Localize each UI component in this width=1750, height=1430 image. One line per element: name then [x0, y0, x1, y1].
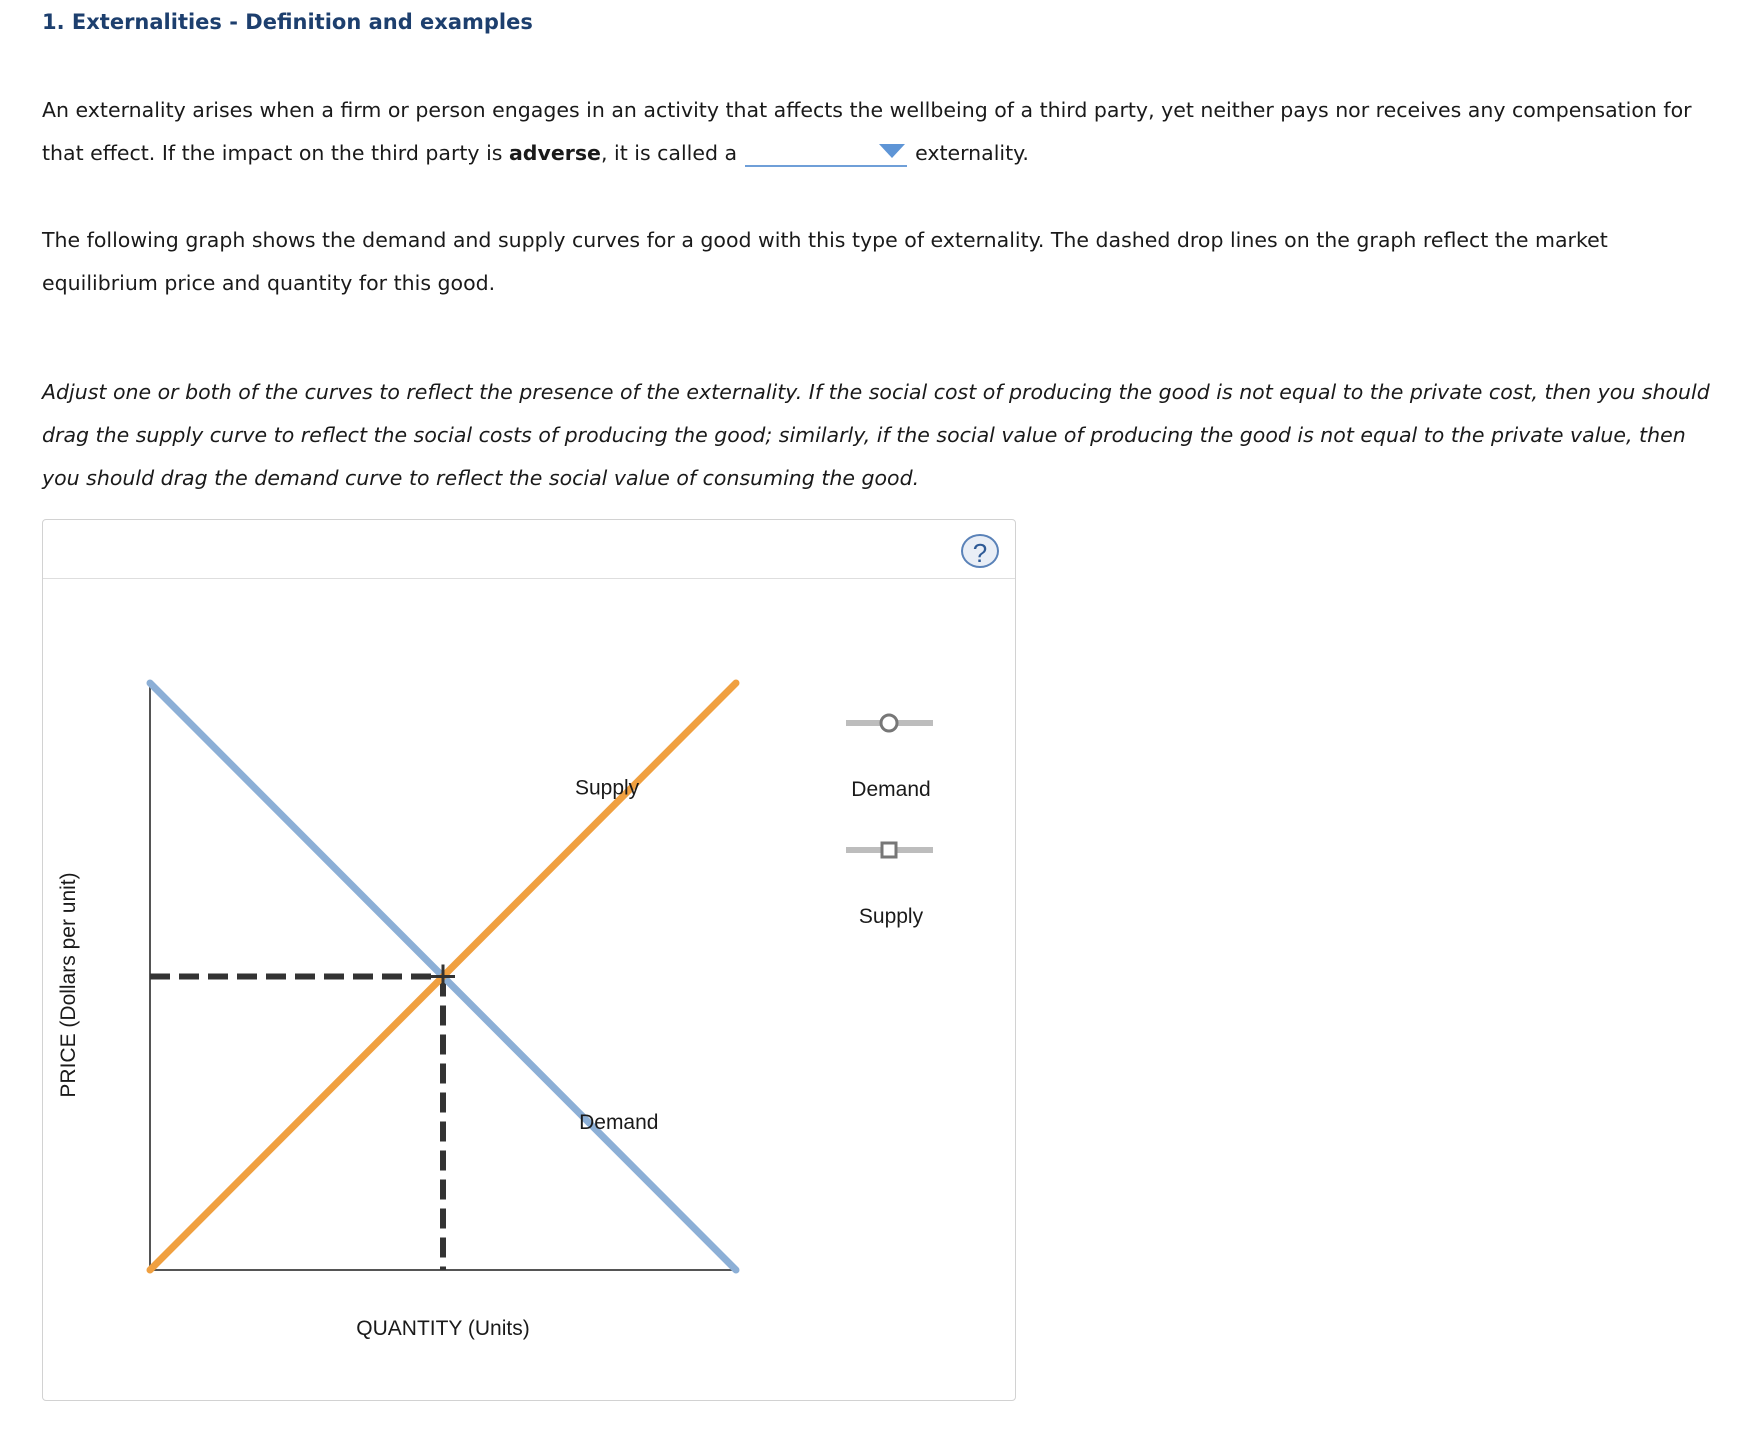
- plot-layer: [150, 683, 736, 1270]
- intro-text-end: externality.: [915, 141, 1029, 165]
- palette: [846, 715, 933, 928]
- palette-demand-label: Demand: [851, 778, 931, 801]
- supply-demand-chart: [43, 520, 1017, 1402]
- intro-text-after: , it is called a: [600, 141, 738, 165]
- supply-curve-label: Supply: [574, 776, 640, 800]
- externality-type-dropdown[interactable]: [745, 139, 907, 167]
- help-icon[interactable]: ?: [961, 534, 999, 568]
- x-axis-title: QUANTITY (Units): [356, 1317, 530, 1340]
- instructions: Adjust one or both of the curves to reflect the presence of the externality. If the social cost of producing the good is not equal to the private cost, then you should drag the supply curve to reflect the social costs of producing the good; similarly, if the social value of producing the good is not equal to the private value, then you should drag the demand curve to reflect the social value of consuming the good.: [42, 380, 1710, 490]
- graph-panel: [42, 519, 1016, 1401]
- y-axis-title: PRICE (Dollars per unit): [57, 872, 80, 1098]
- intro-bold-word: adverse: [508, 141, 601, 165]
- graph-description: The following graph shows the demand and supply curves for a good with this type of externality. The dashed drop lines on the graph reflect the market equilibrium price and quantity for this good.: [42, 228, 1608, 295]
- palette-supply-tool[interactable]: [846, 843, 933, 857]
- palette-demand-tool[interactable]: [846, 715, 933, 731]
- intro-paragraph: [42, 89, 1722, 175]
- palette-supply-label: Supply: [858, 905, 924, 928]
- dropdown-arrow-icon: [879, 144, 905, 158]
- demand-curve-label: Demand: [579, 1111, 659, 1135]
- demand-circle-icon: [881, 715, 897, 731]
- question-title: 1. Externalities - Definition and examples: [42, 10, 533, 34]
- supply-square-icon: [882, 843, 896, 857]
- intro-text-before: An externality arises when a firm or person engages in an activity that affects the wellbeing of a third party, yet neither pays nor receives any compensation for that effect. If the impact on the third party is: [42, 98, 1692, 165]
